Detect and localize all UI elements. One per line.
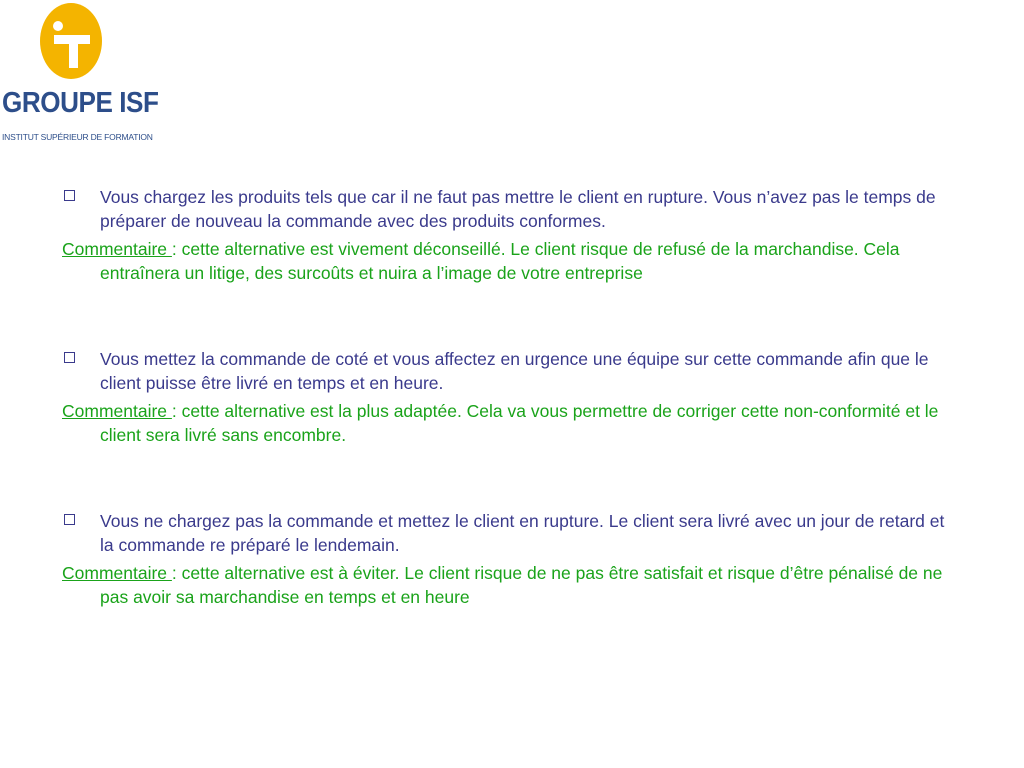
choice-question — [62, 185, 962, 233]
logo-name: GROUPE ISF — [2, 87, 159, 119]
comment-text: : cette alternative est vivement déconseillé. Le client risque de refusé de la marchandise. Cela entraînera un litige, des surcoûts et nuira a l’image de votre entreprise — [100, 239, 900, 283]
comment-label: Commentaire — [62, 563, 172, 583]
checkbox-icon[interactable] — [64, 190, 75, 201]
comment-text: : cette alternative est à éviter. Le client risque de ne pas être satisfait et risque d’être pénalisé de ne pas avoir sa marchandise en temps et en heure — [100, 563, 943, 607]
choice-question — [62, 509, 962, 557]
choice-comment — [62, 399, 962, 447]
question-text: Vous mettez la commande de coté et vous affectez en urgence une équipe sur cette commande afin que le client puisse être livré en temps et en heure. — [100, 349, 929, 393]
choices-list — [62, 185, 962, 609]
checkbox-icon[interactable] — [64, 514, 75, 525]
choice-item — [62, 509, 962, 609]
choice-item — [62, 185, 962, 285]
checkbox-icon[interactable] — [64, 352, 75, 363]
comment-label: Commentaire — [62, 239, 172, 259]
isf-emblem-icon — [40, 2, 104, 80]
groupe-isf-logo — [0, 0, 159, 150]
choice-item — [62, 347, 962, 447]
choice-comment — [62, 561, 962, 609]
logo-subtitle: INSTITUT SUPÉRIEUR DE FORMATION — [2, 132, 153, 142]
choice-comment — [62, 237, 962, 285]
question-text: Vous ne chargez pas la commande et mettez le client en rupture. Le client sera livré avec un jour de retard et la commande re préparé le lendemain. — [100, 511, 945, 555]
comment-label: Commentaire — [62, 401, 172, 421]
choice-question — [62, 347, 962, 395]
comment-text: : cette alternative est la plus adaptée. Cela va vous permettre de corriger cette non-conformité et le client sera livré sans encombre. — [100, 401, 939, 445]
question-text: Vous chargez les produits tels que car il ne faut pas mettre le client en rupture. Vous n’avez pas le temps de préparer de nouveau la commande avec des produits conformes. — [100, 187, 936, 231]
